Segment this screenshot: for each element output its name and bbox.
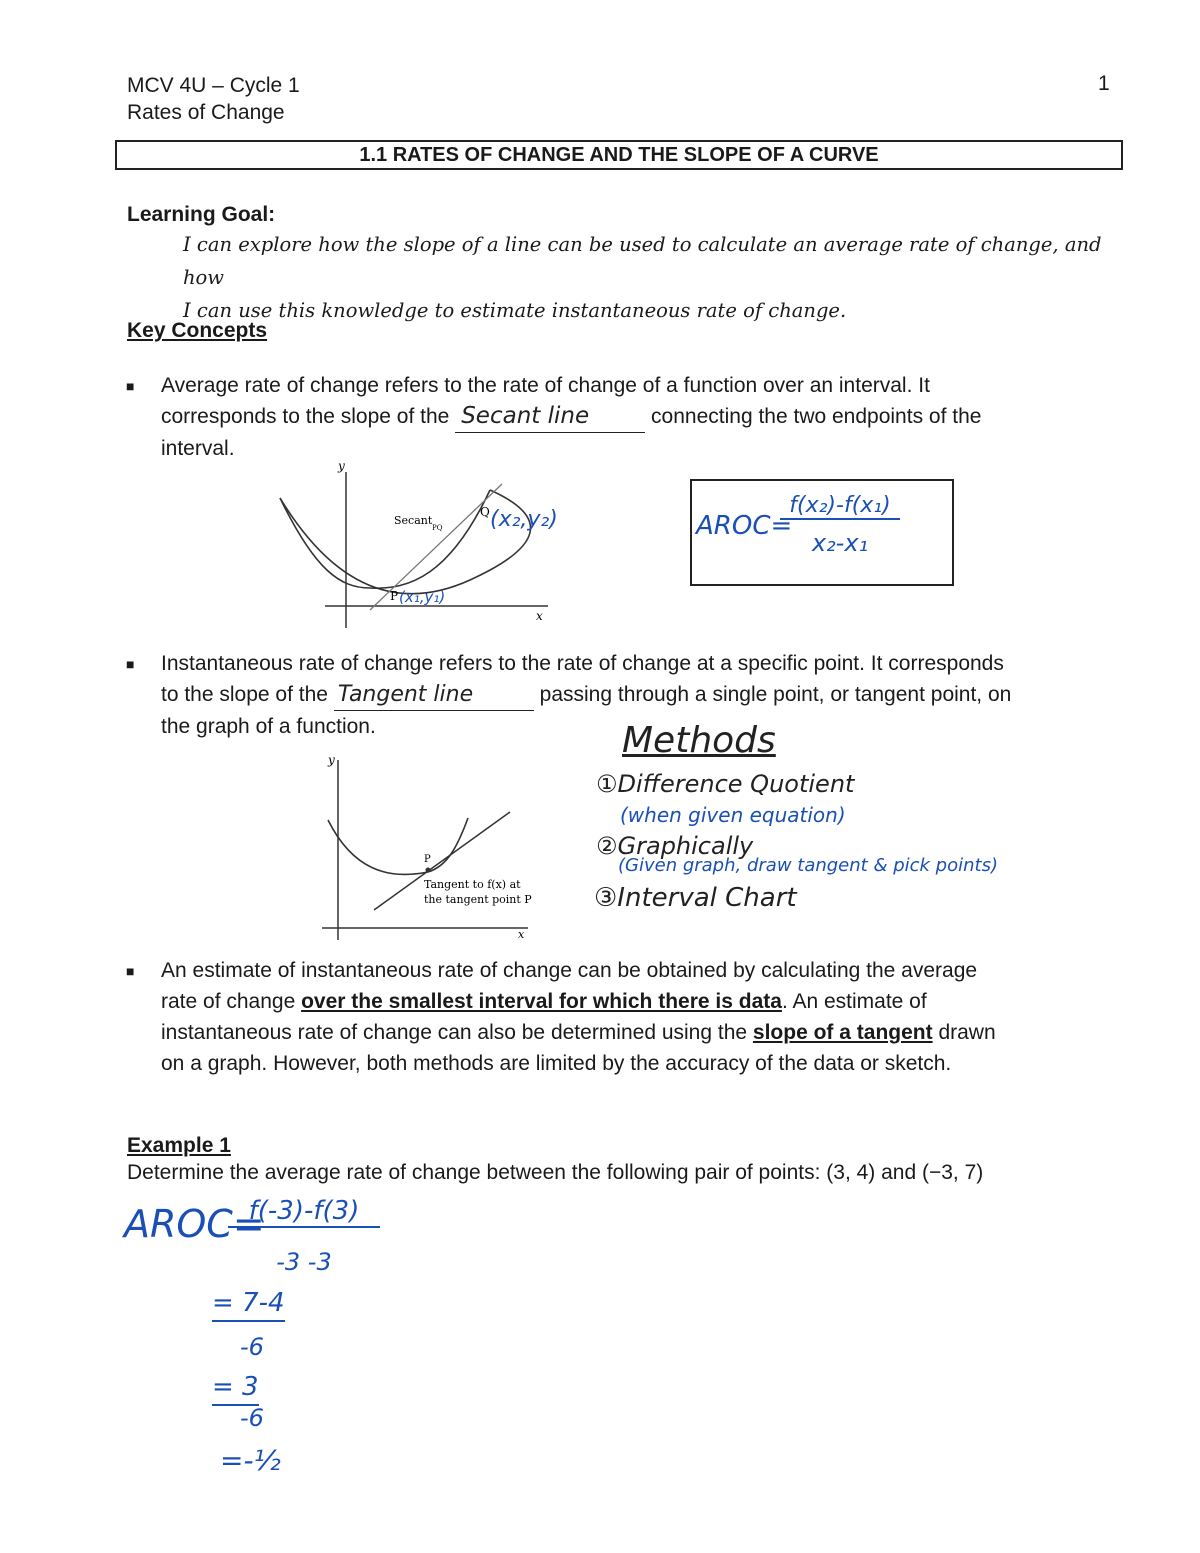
bullet3-line3: instantaneous rate of change can also be determined using the slope of a tangent drawn [161, 1021, 996, 1044]
svg-text:(x₂,y₂): (x₂,y₂) [490, 507, 558, 532]
svg-text:the tangent point P: the tangent point P [424, 893, 532, 906]
work-denominator-3: -6 [240, 1404, 264, 1432]
bullet3-line2: rate of change over the smallest interval for which there is data. An estimate of [161, 990, 927, 1013]
learning-goal-text [183, 228, 1123, 327]
tangent-figure [318, 750, 548, 945]
bullet3-line1: An estimate of instantaneous rate of change can be obtained by calculating the average [161, 959, 978, 982]
bullet2-line2: to the slope of the Tangent line passing through a single point, or tangent point, on [161, 679, 1121, 711]
learning-goal-heading: Learning Goal: [127, 203, 276, 226]
bullet-icon: ■ [126, 656, 135, 672]
svg-text:x: x [518, 928, 525, 941]
work-numerator-3: = 3 [212, 1372, 259, 1406]
bullet-icon: ■ [126, 378, 135, 394]
method-2-note: (Given graph, draw tangent & pick points) [618, 855, 998, 876]
work-numerator-2: = 7-4 [212, 1288, 285, 1322]
example-1-question: Determine the average rate of change between the following pair of points: (3, 4) and (−3, 7) [127, 1161, 984, 1184]
bullet3-text [161, 955, 1121, 1079]
bullet3-line4: on a graph. However, both methods are limited by the accuracy of the data or sketch. [161, 1052, 952, 1075]
svg-text:Secant: Secant [394, 514, 433, 527]
tangent-blank: Tangent line [334, 679, 534, 711]
svg-text:Q: Q [480, 505, 490, 519]
example-1-heading: Example 1 [127, 1134, 231, 1157]
svg-text:y: y [338, 460, 345, 473]
bullet1-line1: Average rate of change refers to the rate of change of a function over an interval. It [161, 374, 930, 397]
curve [328, 818, 468, 874]
bullet2-line1: Instantaneous rate of change refers to the rate of change at a specific point. It corresponds [161, 652, 1004, 675]
secant-blank: Secant line [455, 401, 645, 433]
method-1-note: (when given equation) [620, 803, 846, 827]
work-result: =-½ [220, 1444, 281, 1477]
svg-text:P: P [424, 854, 431, 865]
page-number: 1 [1098, 72, 1110, 95]
bullet1-text [161, 370, 1121, 464]
work-numerator-1: f(-3)-f(3) [228, 1196, 380, 1228]
methods-heading: Methods [622, 720, 776, 761]
learning-goal-line2: I can use this knowledge to estimate instantaneous rate of change. [183, 299, 847, 322]
secant-figure [270, 460, 610, 630]
work-denominator-2: -6 [240, 1333, 264, 1361]
svg-text:y: y [328, 753, 335, 767]
bullet1-line2: corresponds to the slope of the Secant line connecting the two endpoints of the [161, 401, 1121, 433]
curve-refined [280, 490, 490, 588]
method-1: ①Difference Quotient [596, 770, 855, 798]
aroc-formula-box: AROC= f(x₂)-f(x₁) x₂-x₁ [690, 479, 954, 586]
work-aroc-label: AROC= [124, 1202, 265, 1246]
bullet-icon: ■ [126, 963, 135, 979]
method-2: ②Graphically [596, 832, 754, 860]
course-header [127, 72, 300, 126]
learning-goal-line1: I can explore how the slope of a line can be used to calculate an average rate of change, and how [183, 233, 1102, 289]
section-title: 1.1 RATES OF CHANGE AND THE SLOPE OF A CURVE [115, 140, 1123, 170]
work-denominator-1: -3 -3 [276, 1248, 332, 1276]
unit-name: Rates of Change [127, 101, 285, 124]
key-concepts-heading: Key Concepts [127, 319, 268, 342]
method-3: ③Interval Chart [594, 883, 797, 913]
curve [280, 490, 531, 594]
svg-text:P: P [390, 589, 399, 603]
bullet1-line3: interval. [161, 437, 235, 460]
svg-text:Tangent to f(x) at: Tangent to f(x) at [424, 878, 521, 891]
svg-text:x: x [536, 609, 543, 623]
course-code: MCV 4U – Cycle 1 [127, 74, 300, 97]
tangent-point [426, 868, 431, 873]
svg-text:PQ: PQ [432, 524, 443, 532]
svg-text:(x₁,y₁): (x₁,y₁) [399, 588, 446, 606]
bullet2-line3: the graph of a function. [161, 715, 376, 738]
